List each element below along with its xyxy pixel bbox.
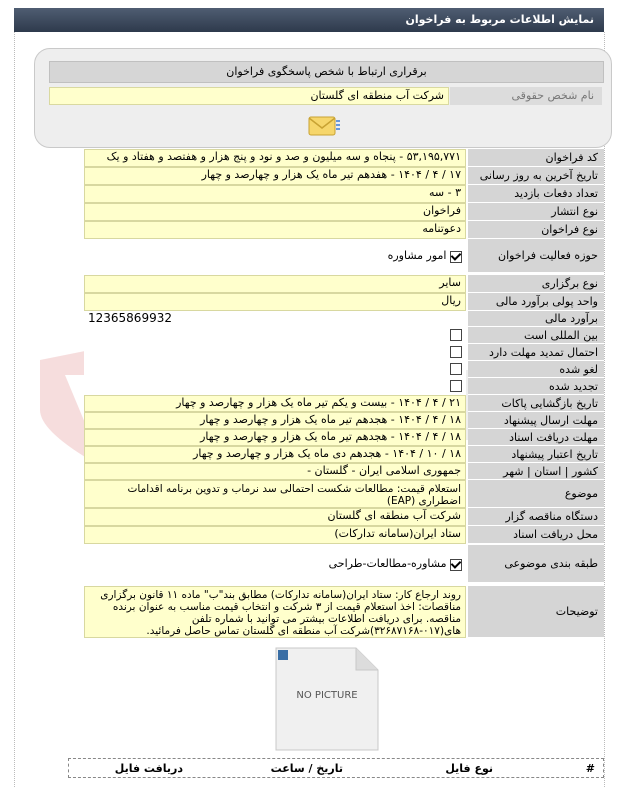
row-last-update	[84, 167, 604, 185]
label-opening-date: تاریخ بازگشایی پاکات	[468, 395, 604, 412]
value-holding-type: سایر	[84, 275, 466, 293]
value-category	[84, 545, 466, 583]
activity-text: امور مشاوره	[387, 249, 447, 262]
left-border	[14, 32, 16, 787]
row-code	[84, 149, 604, 167]
value-description: روند ارجاع کار: ستاد ایران(سامانه تدارکات) مطابق بند"ب" ماده ۱۱ قانون برگزاری مناقصات: اخذ استعلام قیمت از ۳ شرکت و انتخاب قیمت مناسب به عنوان برنده مناقصه. برای دریافت اطلاعات بیشتر می توانید با شماره تلفن های(۰۱۷-۳۲۶۸۷۱۶۸)شرکت آب منطقه ای گلستان تماس حاصل فرمائید.	[84, 586, 466, 638]
files-table-header	[68, 758, 604, 778]
row-docs-deadline	[84, 429, 604, 446]
label-code: کد فراخوان	[468, 149, 604, 167]
value-code: ۵۳,۱۹۵,۷۷۱ - پنجاه و سه میلیون و صد و نود و پنج هزار و هفتصد و هفتاد و یک	[84, 149, 466, 167]
contact-value: شرکت آب منطقه ای گلستان	[49, 87, 449, 105]
value-submit-deadline: ۱۸ / ۴ / ۱۴۰۴ - هجدهم تیر ماه یک هزار و چهارصد و چهار	[84, 412, 466, 429]
label-last-update: تاریخ آخرین به روز رسانی	[468, 167, 604, 185]
label-visits: تعداد دفعات بازدید	[468, 185, 604, 203]
row-subject	[84, 480, 604, 508]
label-submit-deadline: مهلت ارسال پیشنهاد	[468, 412, 604, 429]
row-international	[84, 327, 604, 344]
row-renewed	[84, 378, 604, 395]
international-checkbox[interactable]	[450, 329, 462, 341]
label-call-type: نوع فراخوان	[468, 221, 604, 239]
row-visits	[84, 185, 604, 203]
row-validity-date	[84, 446, 604, 463]
value-opening-date: ۲۱ / ۴ / ۱۴۰۴ - بیست و یکم تیر ماه یک هزار و چهارصد و چهار	[84, 395, 466, 412]
value-estimate: 12365869932	[84, 311, 466, 327]
value-international	[84, 327, 466, 344]
col-date: تاریخ / ساعت	[270, 762, 343, 775]
value-call-type: دعوتنامه	[84, 221, 466, 239]
page-title-bar	[14, 8, 604, 32]
page-title: نمایش اطلاعات مربوط به فراخوان	[405, 13, 594, 26]
value-publish-type: فراخوان	[84, 203, 466, 221]
renewed-checkbox[interactable]	[450, 380, 462, 392]
value-organizer: شرکت آب منطقه ای گلستان	[84, 508, 466, 526]
label-international: بین المللی است	[468, 327, 604, 344]
col-num: #	[585, 762, 595, 775]
envelope-icon[interactable]	[307, 111, 341, 139]
row-submit-deadline	[84, 412, 604, 429]
activity-checkbox[interactable]	[450, 251, 462, 263]
contact-label: نام شخص حقوقی	[450, 87, 602, 105]
category-text: مشاوره-مطالعات-طراحی	[328, 557, 447, 570]
label-location: کشور | استان | شهر	[468, 463, 604, 480]
value-canceled	[84, 361, 466, 378]
label-organizer: دستگاه مناقصه گزار	[468, 508, 604, 526]
value-activity-field	[84, 239, 466, 273]
row-canceled	[84, 361, 604, 378]
contact-panel	[34, 48, 612, 148]
value-currency: ریال	[84, 293, 466, 311]
canceled-checkbox[interactable]	[450, 363, 462, 375]
row-organizer	[84, 508, 604, 526]
extension-checkbox[interactable]	[450, 346, 462, 358]
label-activity-field: حوزه فعالیت فراخوان	[468, 239, 604, 273]
row-location	[84, 463, 604, 480]
row-currency	[84, 293, 604, 311]
label-subject: موضوع	[468, 480, 604, 508]
no-picture-text: NO PICTURE	[296, 690, 358, 701]
label-canceled: لغو شده	[468, 361, 604, 378]
value-visits: ۳ - سه	[84, 185, 466, 203]
value-subject: استعلام قیمت: مطالعات شکست احتمالی سد نرماب و تدوین برنامه اقدامات اضطراری (EAP)	[84, 480, 466, 508]
label-renewed: تجدید شده	[468, 378, 604, 395]
col-type: نوع فایل	[445, 762, 493, 775]
label-extension: احتمال تمدید مهلت دارد	[468, 344, 604, 361]
row-docs-place	[84, 526, 604, 544]
label-publish-type: نوع انتشار	[468, 203, 604, 221]
row-opening-date	[84, 395, 604, 412]
row-activity-field	[84, 239, 604, 273]
contact-header: برقراری ارتباط با شخص پاسخگوی فراخوان	[49, 61, 604, 83]
value-location: جمهوری اسلامی ایران - گلستان -	[84, 463, 466, 480]
row-holding-type	[84, 275, 604, 293]
label-currency: واحد پولی برآورد مالی	[468, 293, 604, 311]
col-download: دریافت فایل	[114, 762, 183, 775]
label-holding-type: نوع برگزاری	[468, 275, 604, 293]
label-docs-deadline: مهلت دریافت اسناد	[468, 429, 604, 446]
row-estimate	[84, 311, 604, 327]
no-picture-image	[272, 644, 382, 754]
value-last-update: ۱۷ / ۴ / ۱۴۰۴ - هفدهم تیر ماه یک هزار و چهارصد و چهار	[84, 167, 466, 185]
row-extension	[84, 344, 604, 361]
row-category	[84, 545, 604, 583]
value-renewed	[84, 378, 466, 395]
contact-row	[49, 87, 602, 105]
value-docs-place: ستاد ایران(سامانه تدارکات)	[84, 526, 466, 544]
value-validity-date: ۱۸ / ۱۰ / ۱۴۰۴ - هجدهم دی ماه یک هزار و چهارصد و چهار	[84, 446, 466, 463]
value-docs-deadline: ۱۸ / ۴ / ۱۴۰۴ - هجدهم تیر ماه یک هزار و چهارصد و چهار	[84, 429, 466, 446]
category-checkbox[interactable]	[450, 559, 462, 571]
label-validity-date: تاریخ اعتبار پیشنهاد	[468, 446, 604, 463]
label-docs-place: محل دریافت اسناد	[468, 526, 604, 544]
row-publish-type	[84, 203, 604, 221]
label-estimate: برآورد مالی	[468, 311, 604, 327]
row-description	[84, 586, 604, 638]
label-description: توضیحات	[468, 586, 604, 638]
row-call-type	[84, 221, 604, 239]
value-extension	[84, 344, 466, 361]
label-category: طبقه بندی موضوعی	[468, 545, 604, 583]
